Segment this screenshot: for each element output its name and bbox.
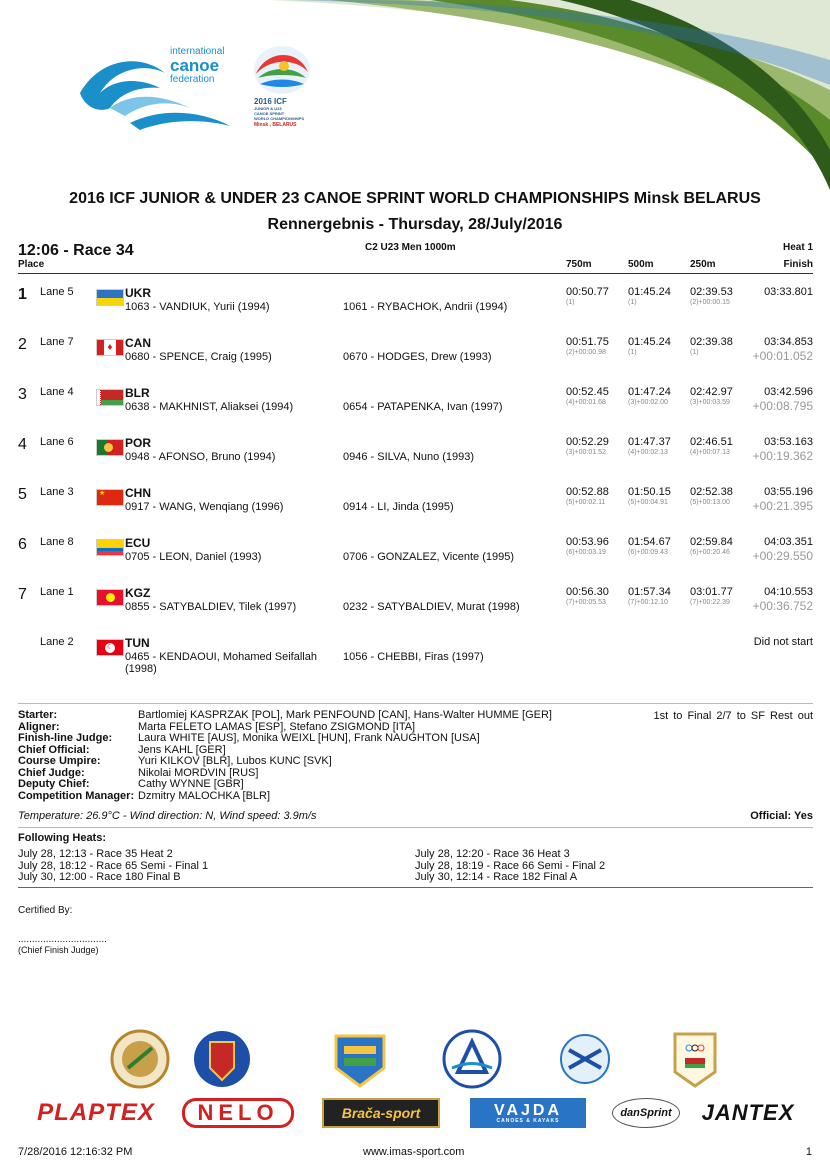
finish-time: 03:42.596	[764, 386, 813, 398]
sponsor-vajda-name: VAJDA	[493, 1101, 563, 1119]
official-row	[18, 768, 552, 780]
split-750m: 00:52.45	[566, 386, 609, 398]
split-500m: 01:47.37	[628, 436, 671, 448]
finish-diff: +00:21.395	[752, 499, 813, 513]
finish-time: 04:03.351	[764, 536, 813, 548]
result-athlete-2: 1061 - RYBACHOK, Andrii (1994)	[343, 301, 508, 313]
finish-time: 03:33.801	[764, 286, 813, 298]
finish-diff: +00:19.362	[752, 449, 813, 463]
kayak-crest-icon	[555, 1028, 615, 1090]
split-250m-diff: (2)+00:00.15	[690, 299, 730, 306]
finish-diff: +00:01.052	[752, 349, 813, 363]
split-500m: 01:50.15	[628, 486, 671, 498]
race-heat: Heat 1	[782, 242, 813, 253]
finish-diff: +00:08.795	[752, 399, 813, 413]
result-lane: Lane 7	[40, 336, 74, 348]
following-heat-item: July 30, 12:14 - Race 182 Final A	[415, 871, 578, 883]
split-750m-diff: (5)+00:02.11	[566, 499, 606, 506]
header-divider	[18, 273, 813, 274]
official-names: Laura WHITE [AUS], Monika WEIXL [HUN], Frank NAUGHTON [USA]	[138, 732, 480, 744]
split-750m: 00:52.88	[566, 486, 609, 498]
result-athlete-1: 0705 - LEON, Daniel (1993)	[125, 551, 262, 563]
split-250m-diff: (4)+00:07.13	[690, 449, 730, 456]
official-names: Nikolai MORDVIN [RUS]	[138, 766, 259, 779]
signature-line: ................................	[18, 934, 107, 945]
official-role: Aligner:	[18, 720, 60, 733]
split-250m: 02:42.97	[690, 386, 733, 398]
result-athlete-1: 0680 - SPENCE, Craig (1995)	[125, 351, 272, 363]
flag-por-icon	[96, 439, 124, 456]
split-250m: 02:52.38	[690, 486, 733, 498]
sponsor-nelo: NELO	[182, 1098, 294, 1128]
split-250m-diff: (6)+00:20.46	[690, 549, 730, 556]
result-athlete-1: 0465 - KENDAOUI, Mohamed Seifallah (1998)	[125, 651, 317, 675]
split-500m-diff: (5)+00:04.91	[628, 499, 668, 506]
flag-can-icon: ♦	[96, 339, 124, 356]
col-header-500m: 500m	[628, 259, 654, 270]
result-row	[0, 434, 830, 484]
official-row	[18, 791, 552, 803]
result-athlete-1: 1063 - VANDIUK, Yurii (1994)	[125, 301, 270, 313]
document-title: 2016 ICF JUNIOR & UNDER 23 CANOE SPRINT WORLD CHAMPIONSHIPS Minsk BELARUS	[69, 190, 761, 207]
flag-chn-icon: ★	[96, 489, 124, 506]
qualification-rule: 1st to Final 2/7 to SF Rest out	[653, 710, 813, 722]
result-lane: Lane 3	[40, 486, 74, 498]
official-names: Dzmitry MALOCHKA [BLR]	[138, 789, 271, 802]
result-athlete-2: 0654 - PATAPENKA, Ivan (1997)	[343, 401, 503, 413]
result-lane: Lane 1	[40, 586, 74, 598]
result-athlete-2: 0706 - GONZALEZ, Vicente (1995)	[343, 551, 514, 563]
result-row	[0, 484, 830, 534]
finish-time: 03:53.163	[764, 436, 813, 448]
region-crest-icon	[330, 1028, 390, 1090]
result-athlete-1: 0855 - SATYBALDIEV, Tilek (1997)	[125, 601, 297, 613]
split-500m: 01:57.34	[628, 586, 671, 598]
official-row	[18, 779, 552, 791]
split-750m-diff: (4)+00:01.68	[566, 399, 606, 406]
split-250m-diff: (1)	[690, 349, 699, 356]
official-names: Yuri KILKOV [BLR], Lubos KUNC [SVK]	[138, 755, 332, 767]
split-500m-diff: (1)	[628, 349, 637, 356]
result-row	[0, 634, 830, 684]
federation-crest-icon	[442, 1028, 502, 1090]
split-250m: 02:39.38	[690, 336, 733, 348]
document-subtitle: Rennergebnis - Thursday, 28/July/2016	[267, 216, 563, 233]
split-500m: 01:47.24	[628, 386, 671, 398]
following-heats-left	[18, 849, 208, 884]
official-role: Deputy Chief:	[18, 778, 90, 790]
result-nation: CHN	[125, 486, 151, 500]
split-250m: 02:39.53	[690, 286, 733, 298]
result-athlete-2: 0670 - HODGES, Drew (1993)	[343, 351, 492, 363]
finish-diff: +00:29.550	[752, 549, 813, 563]
official-role: Finish-line Judge:	[18, 732, 113, 744]
result-athlete-1: 0917 - WANG, Wenqiang (1996)	[125, 501, 284, 513]
col-header-place: Place	[18, 259, 45, 270]
col-header-750m: 750m	[566, 259, 592, 270]
official-names: Jens KAHL [GER]	[138, 743, 226, 756]
result-lane: Lane 2	[40, 636, 74, 648]
result-place: 7	[18, 586, 27, 603]
sponsor-jantex: JANTEX	[701, 1100, 795, 1125]
split-250m-diff: (5)+00:13.00	[690, 499, 730, 506]
result-lane: Lane 4	[40, 386, 74, 398]
result-row	[0, 534, 830, 584]
result-nation: BLR	[125, 386, 150, 400]
split-250m-diff: (3)+00:03.59	[690, 399, 730, 406]
split-750m: 00:56.30	[566, 586, 609, 598]
olympic-committee-crest-icon	[665, 1028, 725, 1090]
split-500m-diff: (1)	[628, 299, 637, 306]
result-nation: KGZ	[125, 586, 151, 600]
results-divider	[18, 703, 813, 704]
split-750m: 00:53.96	[566, 536, 609, 548]
following-heats-heading: Following Heats:	[18, 832, 106, 844]
split-500m: 01:45.24	[628, 286, 671, 298]
finish-time: Did not start	[753, 636, 813, 648]
result-athlete-2: 0914 - LI, Jinda (1995)	[343, 501, 454, 513]
split-750m: 00:52.29	[566, 436, 609, 448]
result-nation: ECU	[125, 536, 151, 550]
split-500m: 01:54.67	[628, 536, 671, 548]
split-750m-diff: (7)+00:05.53	[566, 599, 606, 606]
sponsor-braca-sport: Brača-sport	[322, 1098, 440, 1128]
result-nation: UKR	[125, 286, 151, 300]
result-row	[0, 384, 830, 434]
official-role: Chief Judge:	[18, 766, 85, 779]
sponsor-strip	[30, 1028, 810, 1138]
result-place: 2	[18, 336, 27, 353]
result-place: 1	[18, 286, 27, 303]
split-750m-diff: (6)+00:03.19	[566, 549, 606, 556]
result-row	[0, 584, 830, 634]
following-heat-item: July 28, 18:12 - Race 65 Semi - Final 1	[18, 859, 209, 872]
following-heat-item: July 28, 12:20 - Race 36 Heat 3	[415, 848, 570, 860]
result-row	[0, 334, 830, 384]
split-500m-diff: (4)+00:02.13	[628, 449, 668, 456]
flag-kgz-icon	[96, 589, 124, 606]
split-250m-diff: (7)+00:22.39	[690, 599, 730, 606]
result-athlete-1: 0638 - MAKHNIST, Aliaksei (1994)	[125, 401, 294, 413]
following-heat-item: July 28, 18:19 - Race 66 Semi - Final 2	[415, 859, 606, 872]
conditions-divider	[18, 827, 813, 828]
split-750m: 00:50.77	[566, 286, 609, 298]
following-heats-right	[415, 849, 605, 884]
official-names: Cathy WYNNE [GBR]	[138, 778, 244, 790]
result-place: 6	[18, 536, 27, 553]
split-500m-diff: (7)+00:12.10	[628, 599, 668, 606]
result-lane: Lane 6	[40, 436, 74, 448]
sponsor-plaptex: PLAPTEX	[37, 1099, 155, 1126]
split-500m-diff: (6)+00:09.43	[628, 549, 668, 556]
flag-blr-icon	[96, 389, 124, 406]
result-place: 3	[18, 386, 27, 403]
finish-diff: +00:36.752	[752, 599, 813, 613]
official-names: Marta FELETO LAMAS [ESP], Stefano ZSIGMOND [ITA]	[138, 720, 416, 733]
official-role: Competition Manager:	[18, 789, 135, 802]
sport-club-crest-icon	[110, 1028, 170, 1090]
finish-time: 03:34.853	[764, 336, 813, 348]
result-lane: Lane 5	[40, 286, 74, 298]
weather-conditions: Temperature: 26.9°C - Wind direction: N, Wind speed: 3.9m/s	[18, 810, 317, 822]
sponsor-vajda	[470, 1098, 586, 1128]
official-row	[18, 756, 552, 768]
flag-ecu-icon	[96, 539, 124, 556]
result-place: 5	[18, 486, 27, 503]
official-row	[18, 710, 552, 722]
split-250m: 02:59.84	[690, 536, 733, 548]
split-250m: 02:46.51	[690, 436, 733, 448]
split-500m-diff: (3)+00:02.00	[628, 399, 668, 406]
sponsor-dansprint: danSprint	[612, 1098, 680, 1128]
race-time-number: 12:06 - Race 34	[18, 242, 134, 259]
official-role: Course Umpire:	[18, 755, 101, 767]
result-place: 4	[18, 436, 27, 453]
footer-website-link[interactable]: www.imas-sport.com	[363, 1146, 465, 1158]
flag-ukr-icon	[96, 289, 124, 306]
finish-time: 03:55.196	[764, 486, 813, 498]
heats-divider	[18, 887, 813, 888]
race-category: C2 U23 Men 1000m	[365, 242, 456, 253]
official-names: Bartlomiej KASPRZAK [POL], Mark PENFOUND [CAN], Hans-Walter HUMME [GER]	[138, 709, 552, 721]
split-750m-diff: (1)	[566, 299, 575, 306]
split-750m-diff: (2)+00:00.98	[566, 349, 606, 356]
split-750m: 00:51.75	[566, 336, 609, 348]
split-500m: 01:45.24	[628, 336, 671, 348]
result-athlete-2: 0232 - SATYBALDIEV, Murat (1998)	[343, 601, 520, 613]
event-logo-text: 2016 ICF JUNIOR & U23 CANOE SPRINT WORLD CHAMPIONSHIPS Minsk , BELARUS	[254, 97, 304, 128]
certified-by-label: Certified By:	[18, 905, 73, 916]
following-heat-item: July 30, 12:00 - Race 180 Final B	[18, 871, 181, 883]
minsk-crest-icon	[192, 1028, 252, 1090]
result-nation: TUN	[125, 636, 150, 650]
official-status: Official: Yes	[750, 810, 813, 822]
officials-table	[18, 710, 552, 802]
sponsor-vajda-sub: CANOES & KAYAKS	[496, 1117, 560, 1124]
result-athlete-2: 1056 - CHEBBI, Firas (1997)	[343, 651, 484, 663]
col-header-250m: 250m	[690, 259, 716, 270]
result-athlete-2: 0946 - SILVA, Nuno (1993)	[343, 451, 475, 463]
flag-tun-icon: ☾	[96, 639, 124, 656]
result-nation: POR	[125, 436, 152, 450]
header-banner	[0, 0, 830, 190]
split-250m: 03:01.77	[690, 586, 733, 598]
official-row	[18, 733, 552, 745]
finish-time: 04:10.553	[764, 586, 813, 598]
col-header-finish: Finish	[783, 259, 813, 270]
result-nation: CAN	[125, 336, 151, 350]
result-lane: Lane 8	[40, 536, 74, 548]
footer-timestamp: 7/28/2016 12:16:32 PM	[18, 1146, 133, 1158]
icf-logo-text: international canoe federation	[170, 46, 225, 85]
result-row	[0, 284, 830, 334]
official-role: Chief Official:	[18, 743, 90, 756]
following-heat-item: July 28, 12:13 - Race 35 Heat 2	[18, 848, 173, 860]
footer-page-number: 1	[805, 1146, 812, 1158]
header-swoosh-graphic	[230, 0, 830, 190]
official-role: Starter:	[18, 709, 58, 721]
chief-finish-judge-label: (Chief Finish Judge)	[18, 945, 99, 955]
result-athlete-1: 0948 - AFONSO, Bruno (1994)	[125, 451, 276, 463]
split-750m-diff: (3)+00:01.52	[566, 449, 606, 456]
